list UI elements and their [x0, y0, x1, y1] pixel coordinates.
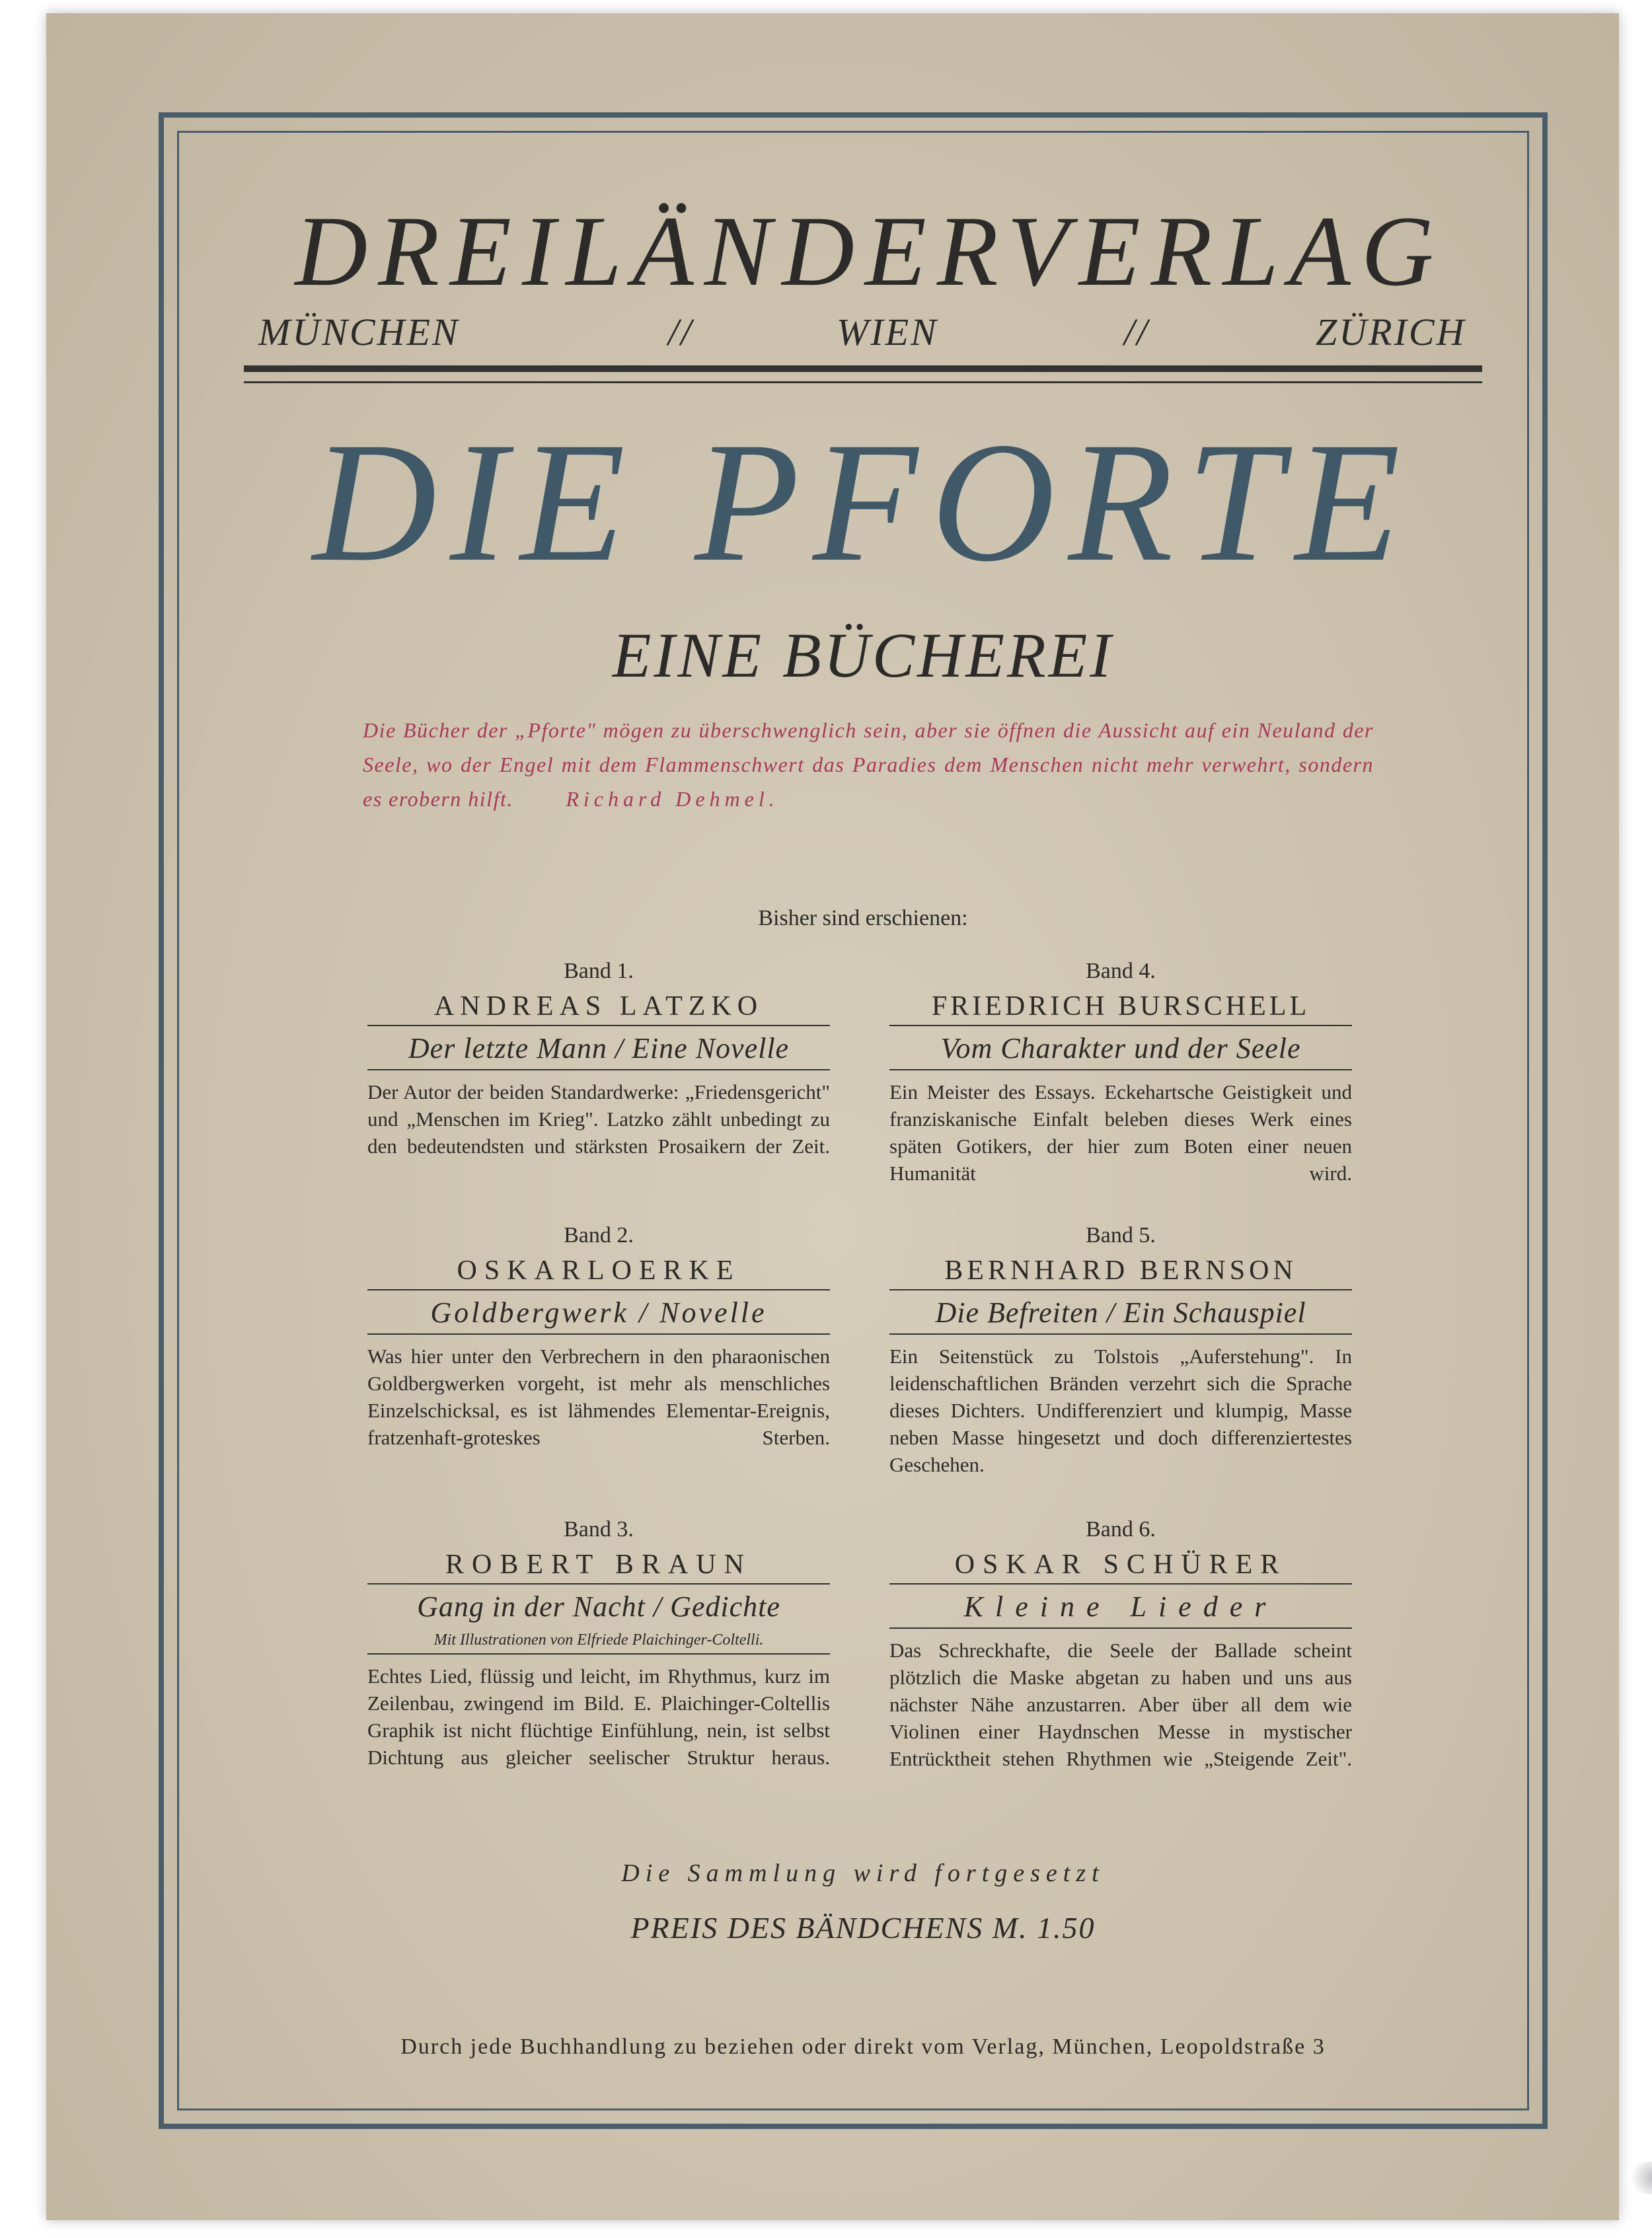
volume-band: Band 3. [564, 1517, 634, 1542]
city-zuerich: ZÜRICH [1316, 311, 1466, 354]
volume-author: FRIEDRICH BURSCHELL [889, 990, 1352, 1026]
volume-band: Band 5. [1086, 1223, 1156, 1248]
ink-stain [1626, 2161, 1652, 2194]
header-rule-thin [244, 381, 1482, 383]
volume-description: Der Autor der beiden Standardwerke: „Friedensgericht" und „Menschen im Krieg". Latzko zählt unbedingt zu den bedeutendsten und stärksten Prosaikern der Zeit. [367, 1080, 830, 1158]
quote-text: Die Bücher der „Pforte" mögen zu überschwenglich sein, aber sie öffnen die Aussicht auf ein Neuland der Seele, wo der Engel mit dem Flammenschwert das Paradies dem Menschen nicht mehr verwehrt, sondern es erobern hilft. [363, 718, 1374, 811]
ordering-footer: Durch jede Buchhandlung zu beziehen oder direkt vom Verlag, München, Leopoldstraße 3 [400, 2034, 1326, 2059]
volume-description: Was hier unter den Verbrechern in den pharaonischen Goldbergwerken vorgeht, ist mehr als menschliches Einzelschicksal, es ist lähmendes Elementar-Ereignis, fratzenhaft-groteskes Sterben. [367, 1345, 830, 1449]
volume-title: Vom Charakter und der Seele [889, 1031, 1352, 1070]
series-subtitle: EINE BÜCHEREI [612, 620, 1114, 690]
volume-author: ROBERT BRAUN [367, 1549, 830, 1585]
volume-band: Band 2. [564, 1223, 634, 1248]
volume-title: Der letzte Mann / Eine Novelle [367, 1031, 830, 1070]
volume-band: Band 6. [1086, 1517, 1156, 1542]
price-line: PREIS DES BÄNDCHENS M. 1.50 [630, 1911, 1096, 1945]
magazine-page [46, 13, 1619, 2220]
city-separator: // [1124, 311, 1150, 354]
quote-author: Richard Dehmel. [566, 787, 779, 811]
series-continuation: Die Sammlung wird fortgesetzt [621, 1859, 1105, 1887]
volume-author: ANDREAS LATZKO [367, 990, 830, 1026]
volume-author: OSKAR SCHÜRER [889, 1549, 1352, 1585]
page-inner-border [177, 131, 1529, 2110]
volume-title: Gang in der Nacht / Gedichte [417, 1590, 780, 1623]
volume-entry [889, 1517, 1352, 1772]
volume-title: Kleine Lieder [889, 1590, 1352, 1629]
city-muenchen: MÜNCHEN [258, 311, 460, 354]
volume-illustration-credit: Mit Illustrationen von Elfriede Plaichinger-Coltelli. [367, 1631, 830, 1655]
dehmel-quote [363, 713, 1374, 816]
volume-title: Goldbergwerk / Novelle [367, 1296, 830, 1335]
volume-description: Ein Meister des Essays. Eckehartsche Geistigkeit und franziskanische Einfalt beleben dieses Werk eines späten Gotikers, der hier zum Boten einer neuen Humanität wird. [889, 1080, 1352, 1185]
volume-band: Band 4. [1086, 959, 1156, 983]
published-intro: Bisher sind erschienen: [758, 906, 968, 930]
volume-entry [889, 959, 1352, 1187]
volume-description: Ein Seitenstück zu Tolstois „Auferstehung". In leidenschaftlichen Bränden verzehrt sich die Sprache dieses Dichters. Undifferenziert und klumpig, Masse neben Masse hingesetzt und doch differenziertestes Geschehen. [889, 1345, 1352, 1476]
page-border [159, 112, 1548, 2129]
city-separator: // [668, 311, 694, 354]
volume-entry [889, 1223, 1352, 1478]
volume-entry [367, 959, 830, 1160]
header-rule [244, 365, 1482, 372]
volume-entry [367, 1517, 830, 1771]
volume-author: OSKARLOERKE [367, 1255, 830, 1290]
volume-entry [367, 1223, 830, 1451]
volume-band: Band 1. [564, 959, 634, 983]
volume-title: Die Befreiten / Ein Schauspiel [889, 1296, 1352, 1335]
publisher-name: DREILÄNDERVERLAG [295, 196, 1445, 307]
city-wien: WIEN [837, 311, 938, 354]
volume-description: Echtes Lied, flüssig und leicht, im Rhythmus, kurz im Zeilenbau, zwingend im Bild. E. Plaichinger-Coltellis Graphik ist nicht flüchtige Einfühlung, nein, ist selbst Dichtung aus gleicher seelischer Struktur heraus. [367, 1664, 830, 1769]
volume-author: BERNHARD BERNSON [889, 1255, 1352, 1290]
series-title: DIE PFORTE [313, 407, 1413, 597]
volume-description: Das Schreckhafte, die Seele der Ballade scheint plötzlich die Maske abgetan zu haben und uns aus nächster Nähe anzustarren. Aber über all dem wie Violinen einer Haydnschen Messe in mystischer Entrücktheit stehen Rhythmen wie „Steigende Zeit". [889, 1639, 1352, 1770]
publisher-cities [258, 310, 1494, 356]
